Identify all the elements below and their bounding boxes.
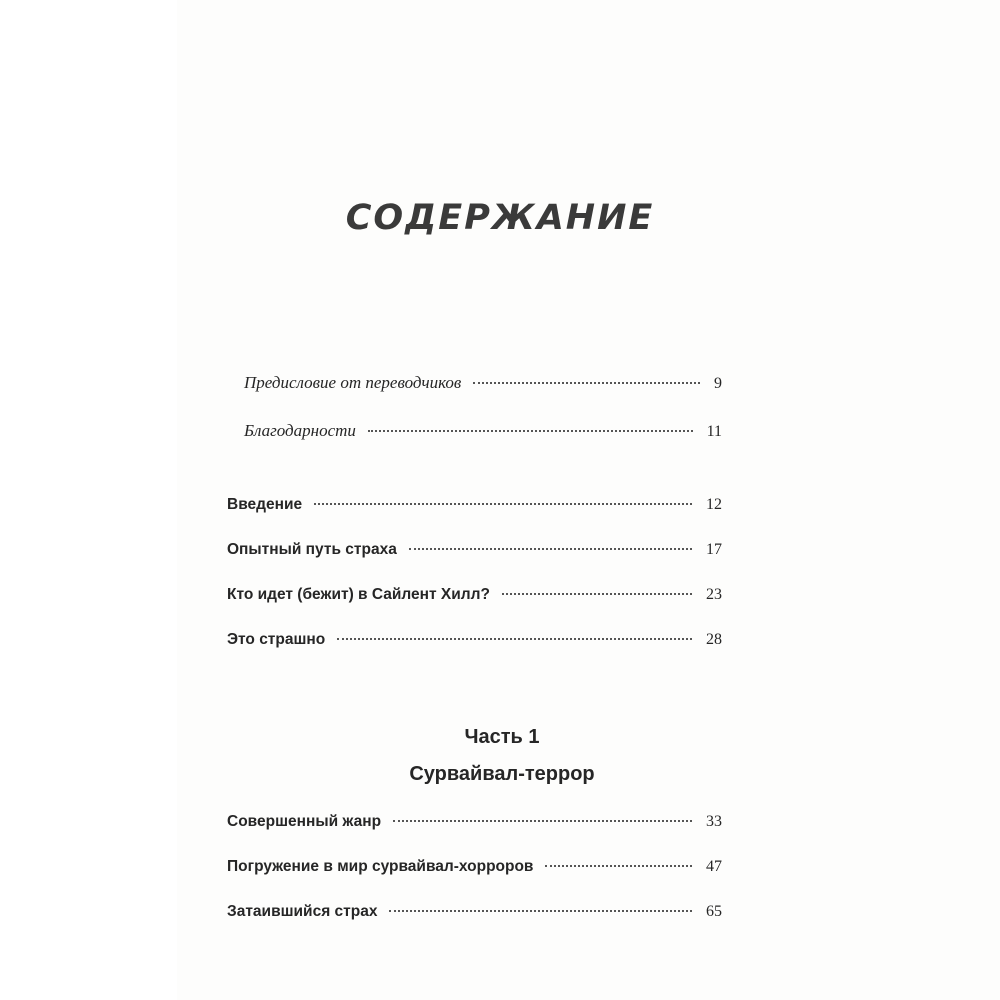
dot-leader [314, 503, 692, 505]
part-title: Сурвайвал-террор [409, 763, 595, 785]
toc-entry-experienced-path [227, 541, 722, 567]
toc-entry-page: 12 [706, 496, 722, 513]
part-number: Часть 1 [464, 726, 540, 748]
toc-entry-perfect-genre [227, 813, 722, 839]
toc-entry-label: Совершенный жанр [227, 813, 382, 830]
toc-entry-page: 33 [706, 813, 722, 830]
toc-entry-label: Погружение в мир сурвайвал-хорроров [227, 858, 534, 875]
toc-entry-its-scary [227, 631, 722, 657]
toc-entry-page: 9 [714, 375, 722, 392]
toc-entry-label: Это страшно [227, 631, 326, 648]
toc-entry-page: 47 [706, 858, 722, 875]
toc-entry-acknowledgements [244, 421, 722, 447]
dot-leader [368, 430, 693, 432]
toc-entry-label: Введение [227, 496, 303, 513]
toc-entry-page: 11 [706, 423, 722, 440]
toc-entry-page: 23 [706, 586, 722, 603]
dot-leader [337, 638, 692, 640]
dot-leader [389, 910, 692, 912]
toc-entry-introduction [227, 496, 722, 522]
toc-entry-translators-preface [244, 373, 722, 399]
toc-title: СОДЕРЖАНИЕ [345, 198, 655, 238]
toc-entry-immersion [227, 858, 722, 884]
toc-entry-label: Затаившийся страх [227, 903, 378, 920]
toc-entry-label: Опытный путь страха [227, 541, 397, 558]
dot-leader [393, 820, 692, 822]
toc-entry-silent-hill [227, 586, 722, 612]
toc-entry-label: Кто идет (бежит) в Сайлент Хилл? [227, 586, 490, 603]
dot-leader [545, 865, 692, 867]
dot-leader [409, 548, 692, 550]
dot-leader [502, 593, 692, 595]
toc-entry-page: 65 [706, 903, 722, 920]
toc-entry-label: Предисловие от переводчиков [244, 373, 462, 392]
toc-entry-page: 28 [706, 631, 722, 648]
toc-entry-lurking-fear [227, 903, 722, 929]
toc-entry-page: 17 [706, 541, 722, 558]
dot-leader [473, 382, 700, 384]
toc-entry-label: Благодарности [244, 421, 356, 440]
